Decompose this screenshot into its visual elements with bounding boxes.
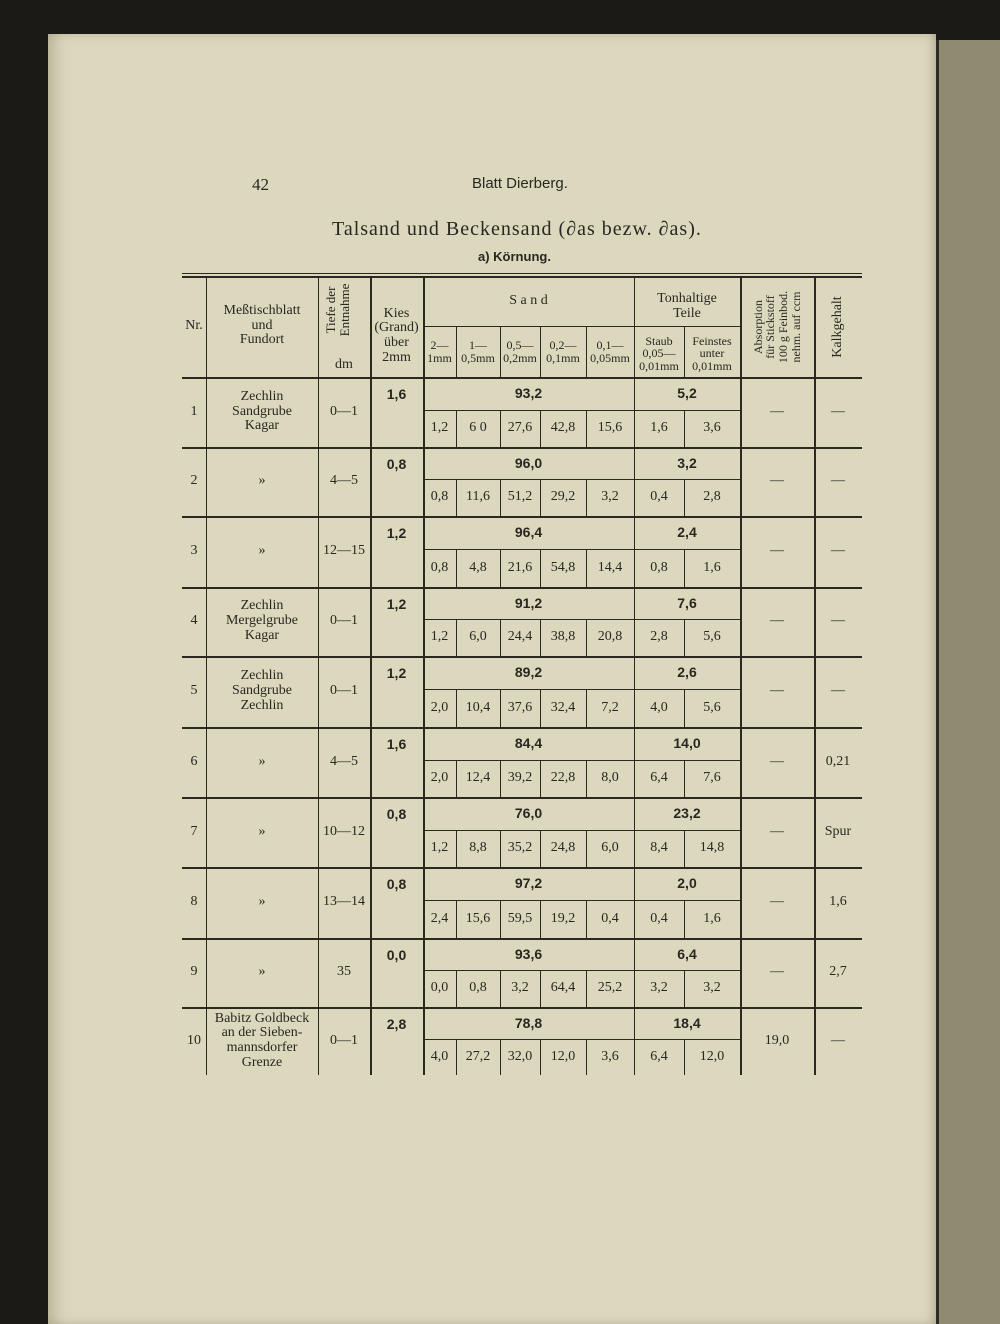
row-nr: 10 [187, 1032, 201, 1048]
row-sand-fraction: 7,2 [601, 699, 619, 715]
row-location: Zechlin Mergelgrube Kagar [225, 598, 299, 643]
row-depth: 12—15 [323, 543, 365, 559]
row-sand-fraction: 3,2 [601, 489, 619, 505]
row-depth: 10—12 [323, 823, 365, 839]
row-gravel: 1,6 [386, 385, 407, 402]
row-sand-fraction: 29,2 [550, 489, 576, 505]
header-clay-dust: Staub 0,05— 0,01mm [639, 333, 679, 373]
row-sand-fraction: 12,4 [465, 770, 491, 786]
row-sand-fraction: 25,2 [597, 980, 623, 996]
row-nr: 4 [190, 613, 198, 629]
row-sand-fraction: 0,8 [430, 559, 449, 575]
row-clay-fine: 1,6 [703, 559, 721, 575]
row-absorption: — [770, 964, 784, 980]
row-sand-fraction: 21,6 [507, 559, 533, 575]
row-sand-total: 89,2 [514, 664, 543, 681]
table-subtitle: a) Körnung. [478, 249, 551, 264]
row-absorption: 19,0 [764, 1032, 790, 1048]
running-title: Blatt Dierberg. [472, 175, 568, 192]
row-clay-total: 2,6 [677, 664, 697, 681]
row-sand-fraction: 4,8 [469, 559, 487, 575]
row-clay-dust: 0,4 [650, 910, 668, 926]
row-sand-total: 78,8 [514, 1014, 543, 1031]
row-sand-fraction: 0,8 [469, 980, 487, 996]
row-location: Babitz Goldbeck an der Sieben- mannsdorfer Grenze [214, 1010, 310, 1070]
row-sand-fraction: 1,2 [430, 840, 449, 856]
row-lime: — [831, 543, 845, 559]
row-clay-fine: 7,6 [703, 770, 721, 786]
row-clay-dust: 6,4 [650, 770, 668, 786]
row-clay-dust: 1,6 [650, 420, 668, 436]
row-location: » [258, 753, 266, 769]
row-nr: 7 [190, 823, 198, 839]
row-sand-fraction: 39,2 [507, 770, 533, 786]
row-sand-total: 91,2 [514, 594, 543, 611]
row-gravel: 1,2 [386, 524, 407, 541]
row-depth: 0—1 [330, 683, 358, 699]
row-clay-fine: 12,0 [699, 1048, 725, 1064]
row-sand-fraction: 14,4 [597, 559, 623, 575]
row-lime: — [831, 613, 845, 629]
row-depth: 4—5 [330, 753, 358, 769]
row-sand-fraction: 3,2 [511, 980, 529, 996]
row-absorption: — [770, 894, 784, 910]
header-nr: Nr. [185, 318, 203, 334]
row-nr: 1 [190, 403, 198, 419]
row-clay-dust: 2,8 [650, 629, 668, 645]
header-clay-fine: Feinstes unter 0,01mm [692, 333, 732, 373]
row-absorption: — [770, 543, 784, 559]
row-clay-dust: 8,4 [650, 840, 668, 856]
row-sand-fraction: 27,6 [507, 420, 533, 436]
row-sand-fraction: 0,0 [430, 980, 449, 996]
row-gravel: 0,8 [386, 875, 407, 892]
row-sand-fraction: 32,4 [550, 699, 576, 715]
row-clay-fine: 5,6 [703, 699, 721, 715]
row-clay-dust: 6,4 [650, 1048, 668, 1064]
row-sand-fraction: 3,6 [601, 1048, 619, 1064]
row-gravel: 0,8 [386, 455, 407, 472]
row-gravel: 0,0 [386, 946, 407, 963]
row-clay-total: 6,4 [677, 945, 697, 962]
row-clay-fine: 3,6 [703, 420, 721, 436]
row-depth: 0—1 [330, 403, 358, 419]
row-lime: — [831, 473, 845, 489]
row-sand-fraction: 64,4 [550, 980, 576, 996]
row-sand-fraction: 19,2 [550, 910, 576, 926]
row-clay-total: 14,0 [673, 735, 701, 752]
row-depth: 13—14 [323, 894, 365, 910]
row-sand-fraction: 32,0 [507, 1048, 533, 1064]
row-clay-total: 5,2 [677, 385, 697, 402]
row-location: » [258, 473, 266, 489]
row-sand-fraction: 11,6 [466, 489, 490, 505]
facing-page-edge [936, 40, 1000, 1324]
row-sand-total: 96,0 [514, 454, 543, 471]
row-clay-dust: 4,0 [650, 699, 668, 715]
row-location: » [258, 964, 266, 980]
row-depth: 4—5 [330, 473, 358, 489]
row-clay-total: 7,6 [677, 594, 697, 611]
row-lime: 1,6 [829, 894, 847, 910]
row-sand-total: 97,2 [514, 875, 543, 892]
row-sand-fraction: 2,4 [430, 910, 449, 926]
header-clay: Tonhaltige Teile [657, 291, 717, 321]
row-absorption: — [770, 613, 784, 629]
row-clay-fine: 2,8 [703, 489, 721, 505]
row-sand-fraction: 6 0 [469, 420, 487, 436]
row-sand-fraction: 2,0 [430, 770, 449, 786]
row-clay-dust: 0,4 [650, 489, 668, 505]
row-absorption: — [770, 753, 784, 769]
row-sand-fraction: 4,0 [430, 1048, 449, 1064]
row-clay-total: 2,4 [677, 524, 697, 541]
row-gravel: 1,2 [386, 595, 407, 612]
row-sand-fraction: 2,0 [430, 699, 449, 715]
row-sand-fraction: 0,4 [601, 910, 619, 926]
header-depth: Tiefe der Entnahme [323, 283, 352, 337]
row-sand-fraction: 20,8 [597, 629, 623, 645]
row-clay-dust: 0,8 [650, 559, 668, 575]
row-depth: 0—1 [330, 1032, 358, 1048]
row-sand-fraction: 10,4 [465, 699, 491, 715]
row-sand-fraction: 22,8 [550, 770, 576, 786]
row-clay-fine: 3,2 [703, 980, 721, 996]
row-lime: 0,21 [825, 753, 851, 769]
row-depth: 35 [337, 964, 351, 980]
row-nr: 2 [190, 473, 198, 489]
row-location: » [258, 823, 266, 839]
row-location: Zechlin Sandgrube Kagar [232, 388, 292, 434]
row-sand-fraction: 42,8 [550, 420, 576, 436]
header-sand-fraction: 0,5— 0,2mm [503, 337, 537, 365]
row-sand-total: 93,2 [514, 385, 543, 402]
row-sand-fraction: 8,8 [469, 840, 487, 856]
row-lime: Spur [824, 823, 852, 839]
header-sand-fraction: 1— 0,5mm [461, 337, 495, 365]
row-depth: 0—1 [330, 613, 358, 629]
row-sand-fraction: 6,0 [469, 629, 487, 645]
row-sand-total: 76,0 [514, 805, 543, 822]
row-gravel: 0,8 [386, 805, 407, 822]
header-depth-unit: dm [335, 356, 353, 372]
row-sand-fraction: 59,5 [507, 910, 533, 926]
row-nr: 5 [190, 683, 198, 699]
row-sand-fraction: 12,0 [550, 1048, 576, 1064]
row-absorption: — [770, 823, 784, 839]
row-lime: — [831, 403, 845, 419]
row-sand-total: 84,4 [514, 735, 543, 752]
header-sand: S a n d [509, 292, 548, 308]
row-absorption: — [770, 473, 784, 489]
row-sand-total: 96,4 [514, 524, 543, 541]
row-lime: — [831, 1032, 845, 1048]
row-sand-fraction: 54,8 [550, 559, 576, 575]
row-sand-fraction: 37,6 [507, 699, 533, 715]
row-sand-fraction: 6,0 [601, 840, 619, 856]
header-gravel: Kies (Grand) über 2mm [374, 305, 419, 365]
row-sand-fraction: 0,8 [430, 489, 449, 505]
row-clay-total: 18,4 [673, 1014, 701, 1031]
row-clay-total: 23,2 [673, 805, 701, 822]
row-absorption: — [770, 683, 784, 699]
row-nr: 6 [190, 753, 198, 769]
row-clay-dust: 3,2 [650, 980, 668, 996]
row-sand-fraction: 15,6 [465, 910, 491, 926]
row-sand-fraction: 27,2 [465, 1048, 491, 1064]
row-gravel: 2,8 [386, 1015, 407, 1032]
row-location: » [258, 894, 266, 910]
row-nr: 8 [190, 894, 198, 910]
row-gravel: 1,2 [386, 664, 407, 681]
row-absorption: — [770, 403, 784, 419]
header-sand-fraction: 0,2— 0,1mm [546, 337, 580, 365]
row-sand-fraction: 15,6 [597, 420, 623, 436]
row-clay-total: 2,0 [677, 875, 697, 892]
row-location: Zechlin Sandgrube Zechlin [232, 668, 292, 713]
row-sand-fraction: 38,8 [550, 629, 576, 645]
row-sand-fraction: 8,0 [601, 770, 619, 786]
table-title: Talsand und Beckensand (∂as bezw. ∂as). [332, 218, 702, 240]
page-number: 42 [252, 175, 269, 194]
header-location: Meßtischblatt und Fundort [223, 302, 301, 348]
row-nr: 9 [190, 964, 198, 980]
row-sand-fraction: 1,2 [430, 629, 449, 645]
header-absorption: Absorption für Stickstoff 100 g Feinbod. nehm. auf ccm [750, 290, 803, 364]
row-sand-fraction: 51,2 [507, 489, 533, 505]
row-clay-fine: 5,6 [703, 629, 721, 645]
row-sand-total: 93,6 [514, 945, 543, 962]
header-sand-fraction: 0,1— 0,05mm [590, 337, 630, 365]
row-clay-total: 3,2 [677, 454, 697, 471]
row-sand-fraction: 24,8 [550, 840, 576, 856]
header-lime: Kalkgehalt [829, 296, 845, 358]
row-clay-fine: 1,6 [703, 910, 721, 926]
row-sand-fraction: 1,2 [430, 420, 449, 436]
row-sand-fraction: 24,4 [507, 629, 533, 645]
row-nr: 3 [190, 543, 198, 559]
table-top-rule [182, 273, 862, 274]
row-clay-fine: 14,8 [699, 840, 725, 856]
row-sand-fraction: 35,2 [507, 840, 533, 856]
row-gravel: 1,6 [386, 735, 407, 752]
row-lime: — [831, 683, 845, 699]
row-lime: 2,7 [829, 964, 847, 980]
row-location: » [258, 543, 266, 559]
header-sand-fraction: 2— 1mm [427, 337, 452, 365]
